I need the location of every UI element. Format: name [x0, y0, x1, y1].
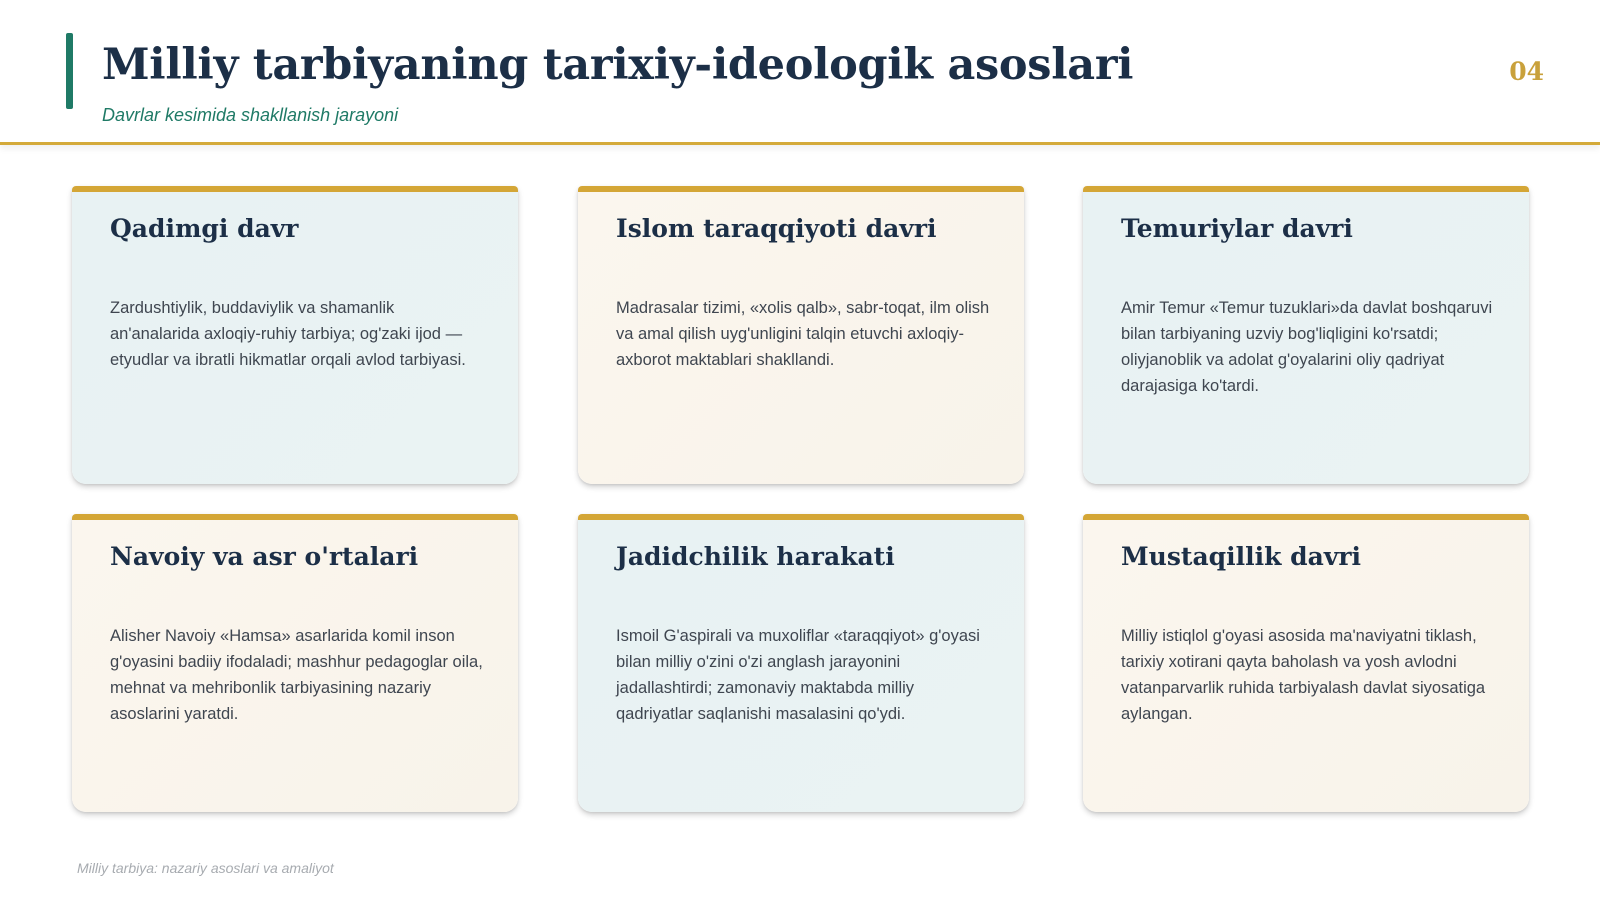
card-title: Qadimgi davr [110, 214, 299, 243]
page-number: 04 [1509, 57, 1544, 86]
card-islom-taraqqiyoti-davri [578, 186, 1024, 484]
card-text: Milliy istiqlol g'oyasi asosida ma'naviyatni tiklash, tarixiy xotirani qayta baholash va yosh avlodni vatanparvarlik ruhida tarbiyalash davlat siyosatiga aylangan. [1121, 627, 1486, 723]
card-qadimgi-davr [72, 186, 518, 484]
card-text: Zardushtiylik, buddaviylik va shamanlik an'analarida axloqiy-ruhiy tarbiya; og'zaki ijod — etyudlar va ibratli hikmatlar orqali avlod tarbiyasi. [110, 299, 466, 369]
card-title: Temuriylar davri [1121, 214, 1353, 243]
card-text: Ismoil G'aspirali va muxoliflar «taraqqiyot» g'oyasi bilan milliy o'zini o'zi anglash jarayonini jadallashtirdi; zamonaviy maktabda milliy qadriyatlar saqlanishi masalasini qo'ydi. [616, 627, 980, 723]
slide-footer: Milliy tarbiya: nazariy asoslari va amaliyot [77, 860, 334, 876]
title-accent-bar [66, 33, 73, 109]
card-title: Navoiy va asr o'rtalari [110, 542, 419, 571]
card-title: Jadidchilik harakati [616, 542, 895, 571]
card-temuriylar-davri [1083, 186, 1529, 484]
card-jadidchilik-harakati [578, 514, 1024, 812]
slide-title: Milliy tarbiyaning tarixiy-ideologik asoslari [102, 40, 1134, 90]
card-text: Alisher Navoiy «Hamsa» asarlarida komil inson g'oyasini badiiy ifodaladi; mashhur pedagoglar oila, mehnat va mehribonlik tarbiyasining nazariy asoslarini yaratdi. [110, 627, 483, 723]
card-title: Islom taraqqiyoti davri [616, 214, 937, 243]
card-title: Mustaqillik davri [1121, 542, 1362, 571]
card-navoiy-va-asr-ortalari [72, 514, 518, 812]
slide-subtitle: Davrlar kesimida shakllanish jarayoni [102, 105, 399, 125]
card-text: Madrasalar tizimi, «xolis qalb», sabr-toqat, ilm olish va amal qilish uyg'unligini talqin etuvchi axloqiy-axborot maktablari shakllandi. [616, 299, 990, 369]
slide-header [0, 0, 1600, 145]
card-text: Amir Temur «Temur tuzuklari»da davlat boshqaruvi bilan tarbiyaning uzviy bog'liqligini ko'rsatdi; oliyjanoblik va adolat g'oyalarini oliy qadriyat darajasiga ko'tardi. [1121, 299, 1493, 395]
card-mustaqillik-davri [1083, 514, 1529, 812]
